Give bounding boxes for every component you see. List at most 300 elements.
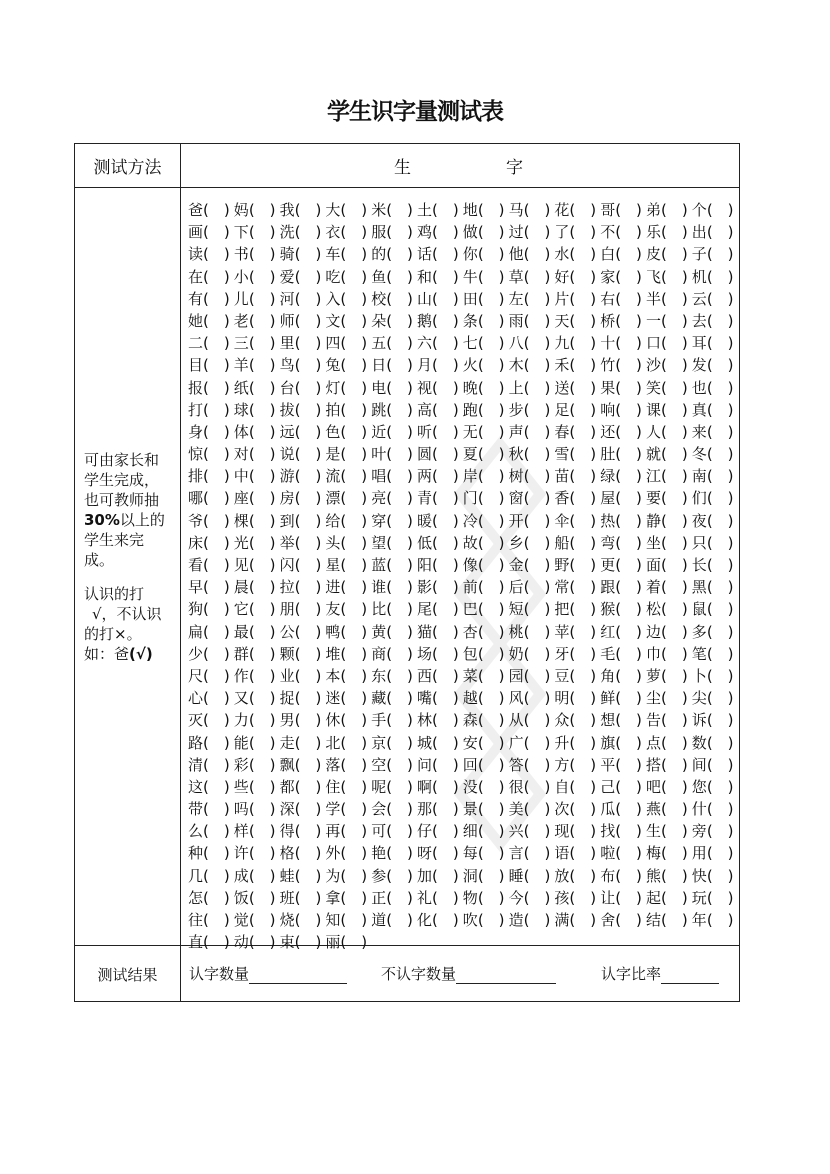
answer-parentheses[interactable]: ( ): [386, 777, 413, 796]
character-item[interactable]: [280, 622, 326, 642]
answer-parentheses[interactable]: ( ): [569, 755, 597, 774]
character-item[interactable]: [371, 688, 417, 708]
character-item[interactable]: [600, 378, 646, 398]
character-item[interactable]: [234, 755, 280, 775]
answer-parentheses[interactable]: ( ): [523, 578, 551, 597]
answer-parentheses[interactable]: ( ): [203, 578, 230, 597]
answer-parentheses[interactable]: ( ): [661, 467, 688, 486]
character-item[interactable]: [280, 200, 326, 220]
character-item[interactable]: [509, 866, 555, 886]
character-item[interactable]: [600, 666, 646, 686]
answer-parentheses[interactable]: ( ): [661, 888, 688, 907]
character-item[interactable]: [234, 644, 280, 664]
character-item[interactable]: [554, 688, 600, 708]
character-item[interactable]: [234, 444, 280, 464]
answer-parentheses[interactable]: ( ): [386, 733, 413, 752]
answer-parentheses[interactable]: ( ): [432, 888, 459, 907]
character-item[interactable]: [646, 311, 692, 331]
character-item[interactable]: [646, 422, 692, 442]
character-item[interactable]: [325, 688, 371, 708]
answer-parentheses[interactable]: ( ): [340, 245, 368, 264]
answer-parentheses[interactable]: ( ): [340, 689, 368, 708]
character-item[interactable]: [188, 400, 234, 420]
character-item[interactable]: [600, 466, 646, 486]
character-item[interactable]: [325, 799, 371, 819]
answer-parentheses[interactable]: ( ): [294, 422, 322, 441]
character-item[interactable]: [325, 599, 371, 619]
character-item[interactable]: [463, 355, 509, 375]
answer-parentheses[interactable]: ( ): [248, 311, 276, 330]
character-item[interactable]: [646, 267, 692, 287]
character-item[interactable]: [188, 755, 234, 775]
answer-parentheses[interactable]: ( ): [386, 245, 413, 264]
character-item[interactable]: [371, 533, 417, 553]
character-item[interactable]: [600, 488, 646, 508]
character-item[interactable]: [463, 688, 509, 708]
character-item[interactable]: [463, 511, 509, 531]
character-item[interactable]: [554, 533, 600, 553]
answer-parentheses[interactable]: ( ): [432, 556, 459, 574]
answer-parentheses[interactable]: ( ): [386, 822, 413, 841]
character-item[interactable]: [600, 755, 646, 775]
character-item[interactable]: [554, 200, 600, 220]
character-item[interactable]: [371, 267, 417, 287]
character-item[interactable]: [509, 577, 555, 597]
character-item[interactable]: [417, 289, 463, 309]
answer-parentheses[interactable]: ( ): [569, 422, 597, 441]
answer-parentheses[interactable]: ( ): [569, 201, 597, 219]
answer-parentheses[interactable]: ( ): [386, 644, 413, 663]
answer-parentheses[interactable]: ( ): [706, 911, 734, 929]
character-item[interactable]: [646, 710, 692, 730]
character-item[interactable]: [509, 311, 555, 331]
character-item[interactable]: [554, 244, 600, 264]
character-item[interactable]: [325, 666, 371, 686]
answer-parentheses[interactable]: ( ): [340, 489, 368, 508]
character-item[interactable]: [692, 777, 738, 797]
character-item[interactable]: [417, 378, 463, 398]
answer-parentheses[interactable]: ( ): [386, 888, 413, 907]
answer-parentheses[interactable]: ( ): [706, 556, 734, 574]
answer-parentheses[interactable]: ( ): [615, 356, 642, 375]
character-item[interactable]: [692, 289, 738, 309]
character-item[interactable]: [509, 755, 555, 775]
character-item[interactable]: [417, 843, 463, 863]
character-item[interactable]: [234, 888, 280, 908]
answer-parentheses[interactable]: ( ): [706, 755, 734, 774]
answer-parentheses[interactable]: ( ): [661, 378, 688, 397]
answer-parentheses[interactable]: ( ): [706, 245, 734, 264]
answer-parentheses[interactable]: ( ): [661, 556, 688, 574]
answer-parentheses[interactable]: ( ): [615, 622, 642, 641]
answer-parentheses[interactable]: ( ): [523, 556, 551, 574]
ratio-blank[interactable]: [661, 967, 719, 984]
answer-parentheses[interactable]: ( ): [386, 422, 413, 441]
answer-parentheses[interactable]: ( ): [432, 356, 459, 375]
answer-parentheses[interactable]: ( ): [203, 467, 230, 486]
answer-parentheses[interactable]: ( ): [706, 822, 734, 841]
answer-parentheses[interactable]: ( ): [294, 356, 322, 375]
answer-parentheses[interactable]: ( ): [203, 378, 230, 397]
answer-parentheses[interactable]: ( ): [248, 800, 276, 819]
character-item[interactable]: [325, 400, 371, 420]
answer-parentheses[interactable]: ( ): [248, 289, 276, 308]
answer-parentheses[interactable]: ( ): [386, 378, 413, 397]
character-item[interactable]: [554, 755, 600, 775]
answer-parentheses[interactable]: ( ): [248, 334, 276, 353]
character-item[interactable]: [600, 777, 646, 797]
character-item[interactable]: [463, 577, 509, 597]
character-item[interactable]: [325, 244, 371, 264]
character-item[interactable]: [554, 666, 600, 686]
character-item[interactable]: [692, 355, 738, 375]
answer-parentheses[interactable]: ( ): [340, 511, 368, 530]
character-item[interactable]: [692, 710, 738, 730]
answer-parentheses[interactable]: ( ): [523, 600, 551, 619]
character-item[interactable]: [417, 400, 463, 420]
character-item[interactable]: [417, 311, 463, 331]
character-item[interactable]: [188, 289, 234, 309]
answer-parentheses[interactable]: ( ): [615, 666, 642, 685]
answer-parentheses[interactable]: ( ): [386, 356, 413, 375]
character-item[interactable]: [234, 910, 280, 930]
answer-parentheses[interactable]: ( ): [477, 888, 505, 907]
answer-parentheses[interactable]: ( ): [569, 800, 597, 819]
character-item[interactable]: [600, 267, 646, 287]
answer-parentheses[interactable]: ( ): [432, 511, 459, 530]
answer-parentheses[interactable]: ( ): [432, 622, 459, 641]
answer-parentheses[interactable]: ( ): [661, 644, 688, 663]
answer-parentheses[interactable]: ( ): [523, 800, 551, 819]
answer-parentheses[interactable]: ( ): [386, 511, 413, 530]
answer-parentheses[interactable]: ( ): [386, 533, 413, 552]
character-item[interactable]: [554, 644, 600, 664]
answer-parentheses[interactable]: ( ): [386, 201, 413, 219]
answer-parentheses[interactable]: ( ): [477, 600, 505, 619]
answer-parentheses[interactable]: ( ): [706, 666, 734, 685]
character-item[interactable]: [325, 910, 371, 930]
answer-parentheses[interactable]: ( ): [340, 666, 368, 685]
known-count-field[interactable]: [189, 963, 347, 984]
character-item[interactable]: [417, 710, 463, 730]
answer-parentheses[interactable]: ( ): [523, 400, 551, 419]
character-item[interactable]: [509, 355, 555, 375]
answer-parentheses[interactable]: ( ): [340, 378, 368, 397]
character-item[interactable]: [280, 555, 326, 575]
character-item[interactable]: [646, 200, 692, 220]
answer-parentheses[interactable]: ( ): [661, 711, 688, 730]
character-item[interactable]: [371, 733, 417, 753]
character-item[interactable]: [280, 821, 326, 841]
character-item[interactable]: [646, 466, 692, 486]
character-item[interactable]: [234, 333, 280, 353]
answer-parentheses[interactable]: ( ): [615, 245, 642, 264]
character-item[interactable]: [280, 866, 326, 886]
character-item[interactable]: [188, 843, 234, 863]
answer-parentheses[interactable]: ( ): [523, 223, 551, 242]
character-item[interactable]: [463, 799, 509, 819]
character-item[interactable]: [692, 378, 738, 398]
answer-parentheses[interactable]: ( ): [569, 334, 597, 353]
character-item[interactable]: [325, 289, 371, 309]
character-item[interactable]: [417, 333, 463, 353]
character-item[interactable]: [646, 244, 692, 264]
character-item[interactable]: [188, 888, 234, 908]
answer-parentheses[interactable]: ( ): [340, 267, 368, 286]
character-item[interactable]: [600, 821, 646, 841]
character-item[interactable]: [371, 755, 417, 775]
answer-parentheses[interactable]: ( ): [477, 422, 505, 441]
answer-parentheses[interactable]: ( ): [615, 911, 642, 929]
character-item[interactable]: [188, 466, 234, 486]
answer-parentheses[interactable]: ( ): [203, 289, 230, 308]
character-item[interactable]: [463, 311, 509, 331]
answer-parentheses[interactable]: ( ): [203, 933, 230, 952]
answer-parentheses[interactable]: ( ): [615, 800, 642, 819]
character-item[interactable]: [554, 333, 600, 353]
character-item[interactable]: [371, 466, 417, 486]
answer-parentheses[interactable]: ( ): [432, 445, 459, 464]
answer-parentheses[interactable]: ( ): [340, 800, 368, 819]
character-item[interactable]: [417, 200, 463, 220]
character-item[interactable]: [280, 533, 326, 553]
answer-parentheses[interactable]: ( ): [523, 911, 551, 929]
answer-parentheses[interactable]: ( ): [569, 733, 597, 752]
character-item[interactable]: [325, 710, 371, 730]
answer-parentheses[interactable]: ( ): [706, 201, 734, 219]
answer-parentheses[interactable]: ( ): [203, 489, 230, 508]
character-item[interactable]: [371, 599, 417, 619]
answer-parentheses[interactable]: ( ): [706, 422, 734, 441]
answer-parentheses[interactable]: ( ): [706, 578, 734, 597]
answer-parentheses[interactable]: ( ): [294, 666, 322, 685]
character-item[interactable]: [188, 688, 234, 708]
answer-parentheses[interactable]: ( ): [523, 666, 551, 685]
answer-parentheses[interactable]: ( ): [477, 289, 505, 308]
character-item[interactable]: [325, 444, 371, 464]
character-item[interactable]: [325, 511, 371, 531]
answer-parentheses[interactable]: ( ): [477, 644, 505, 663]
character-item[interactable]: [371, 355, 417, 375]
answer-parentheses[interactable]: ( ): [386, 311, 413, 330]
character-item[interactable]: [234, 244, 280, 264]
answer-parentheses[interactable]: ( ): [615, 777, 642, 796]
answer-parentheses[interactable]: ( ): [615, 578, 642, 597]
character-item[interactable]: [692, 533, 738, 553]
character-item[interactable]: [417, 688, 463, 708]
answer-parentheses[interactable]: ( ): [248, 733, 276, 752]
answer-parentheses[interactable]: ( ): [432, 777, 459, 796]
answer-parentheses[interactable]: ( ): [203, 556, 230, 574]
answer-parentheses[interactable]: ( ): [340, 622, 368, 641]
character-item[interactable]: [417, 422, 463, 442]
character-item[interactable]: [463, 599, 509, 619]
character-item[interactable]: [234, 843, 280, 863]
answer-parentheses[interactable]: ( ): [386, 711, 413, 730]
answer-parentheses[interactable]: ( ): [203, 689, 230, 708]
answer-parentheses[interactable]: ( ): [248, 622, 276, 641]
answer-parentheses[interactable]: ( ): [340, 755, 368, 774]
answer-parentheses[interactable]: ( ): [294, 245, 322, 264]
answer-parentheses[interactable]: ( ): [248, 245, 276, 264]
answer-parentheses[interactable]: ( ): [661, 622, 688, 641]
character-item[interactable]: [463, 244, 509, 264]
answer-parentheses[interactable]: ( ): [340, 578, 368, 597]
answer-parentheses[interactable]: ( ): [203, 888, 230, 907]
character-item[interactable]: [600, 733, 646, 753]
answer-parentheses[interactable]: ( ): [569, 644, 597, 663]
character-item[interactable]: [692, 311, 738, 331]
character-item[interactable]: [509, 555, 555, 575]
answer-parentheses[interactable]: ( ): [477, 400, 505, 419]
character-item[interactable]: [463, 555, 509, 575]
character-item[interactable]: [371, 222, 417, 242]
answer-parentheses[interactable]: ( ): [294, 933, 322, 952]
character-item[interactable]: [234, 577, 280, 597]
character-item[interactable]: [509, 333, 555, 353]
character-item[interactable]: [280, 466, 326, 486]
character-item[interactable]: [371, 311, 417, 331]
character-item[interactable]: [234, 400, 280, 420]
character-item[interactable]: [234, 267, 280, 287]
unknown-count-blank[interactable]: [456, 967, 556, 984]
answer-parentheses[interactable]: ( ): [203, 644, 230, 663]
answer-parentheses[interactable]: ( ): [661, 223, 688, 242]
answer-parentheses[interactable]: ( ): [477, 800, 505, 819]
answer-parentheses[interactable]: ( ): [203, 422, 230, 441]
answer-parentheses[interactable]: ( ): [523, 378, 551, 397]
answer-parentheses[interactable]: ( ): [477, 201, 505, 219]
character-item[interactable]: [509, 267, 555, 287]
character-item[interactable]: [371, 843, 417, 863]
answer-parentheses[interactable]: ( ): [661, 400, 688, 419]
character-item[interactable]: [325, 311, 371, 331]
character-item[interactable]: [280, 843, 326, 863]
character-item[interactable]: [463, 910, 509, 930]
answer-parentheses[interactable]: ( ): [477, 445, 505, 464]
character-item[interactable]: [554, 422, 600, 442]
answer-parentheses[interactable]: ( ): [569, 311, 597, 330]
character-item[interactable]: [371, 799, 417, 819]
character-item[interactable]: [371, 910, 417, 930]
answer-parentheses[interactable]: ( ): [615, 445, 642, 464]
character-item[interactable]: [417, 244, 463, 264]
character-item[interactable]: [509, 533, 555, 553]
character-item[interactable]: [325, 821, 371, 841]
answer-parentheses[interactable]: ( ): [248, 911, 276, 929]
character-item[interactable]: [280, 666, 326, 686]
character-item[interactable]: [371, 333, 417, 353]
answer-parentheses[interactable]: ( ): [432, 533, 459, 552]
character-item[interactable]: [509, 622, 555, 642]
character-item[interactable]: [234, 666, 280, 686]
character-item[interactable]: [554, 444, 600, 464]
answer-parentheses[interactable]: ( ): [477, 689, 505, 708]
answer-parentheses[interactable]: ( ): [203, 777, 230, 796]
character-item[interactable]: [463, 466, 509, 486]
character-item[interactable]: [188, 577, 234, 597]
answer-parentheses[interactable]: ( ): [432, 311, 459, 330]
character-item[interactable]: [554, 378, 600, 398]
character-item[interactable]: [371, 555, 417, 575]
answer-parentheses[interactable]: ( ): [432, 489, 459, 508]
answer-parentheses[interactable]: ( ): [340, 911, 368, 929]
character-item[interactable]: [417, 821, 463, 841]
character-item[interactable]: [280, 355, 326, 375]
answer-parentheses[interactable]: ( ): [706, 378, 734, 397]
answer-parentheses[interactable]: ( ): [340, 334, 368, 353]
answer-parentheses[interactable]: ( ): [706, 644, 734, 663]
character-item[interactable]: [234, 533, 280, 553]
character-item[interactable]: [600, 644, 646, 664]
answer-parentheses[interactable]: ( ): [477, 622, 505, 641]
character-item[interactable]: [646, 644, 692, 664]
answer-parentheses[interactable]: ( ): [294, 467, 322, 486]
character-item[interactable]: [463, 222, 509, 242]
character-item[interactable]: [280, 444, 326, 464]
answer-parentheses[interactable]: ( ): [340, 311, 368, 330]
character-item[interactable]: [280, 688, 326, 708]
character-item[interactable]: [692, 733, 738, 753]
character-item[interactable]: [280, 400, 326, 420]
answer-parentheses[interactable]: ( ): [294, 445, 322, 464]
character-item[interactable]: [280, 378, 326, 398]
character-item[interactable]: [188, 533, 234, 553]
character-item[interactable]: [509, 910, 555, 930]
character-item[interactable]: [600, 355, 646, 375]
answer-parentheses[interactable]: ( ): [477, 777, 505, 796]
answer-parentheses[interactable]: ( ): [248, 822, 276, 841]
character-item[interactable]: [417, 755, 463, 775]
answer-parentheses[interactable]: ( ): [661, 866, 688, 885]
answer-parentheses[interactable]: ( ): [661, 356, 688, 375]
answer-parentheses[interactable]: ( ): [706, 777, 734, 796]
answer-parentheses[interactable]: ( ): [569, 822, 597, 841]
answer-parentheses[interactable]: ( ): [569, 445, 597, 464]
character-item[interactable]: [188, 422, 234, 442]
answer-parentheses[interactable]: ( ): [248, 666, 276, 685]
answer-parentheses[interactable]: ( ): [432, 711, 459, 730]
answer-parentheses[interactable]: ( ): [569, 911, 597, 929]
character-item[interactable]: [280, 511, 326, 531]
character-item[interactable]: [509, 843, 555, 863]
answer-parentheses[interactable]: ( ): [248, 400, 276, 419]
character-item[interactable]: [554, 222, 600, 242]
character-item[interactable]: [600, 555, 646, 575]
answer-parentheses[interactable]: ( ): [203, 844, 230, 863]
answer-parentheses[interactable]: ( ): [340, 844, 368, 863]
answer-parentheses[interactable]: ( ): [248, 755, 276, 774]
answer-parentheses[interactable]: ( ): [294, 556, 322, 574]
answer-parentheses[interactable]: ( ): [661, 800, 688, 819]
answer-parentheses[interactable]: ( ): [569, 578, 597, 597]
character-item[interactable]: [554, 267, 600, 287]
answer-parentheses[interactable]: ( ): [203, 866, 230, 885]
answer-parentheses[interactable]: ( ): [294, 201, 322, 219]
character-item[interactable]: [509, 888, 555, 908]
answer-parentheses[interactable]: ( ): [615, 511, 642, 530]
answer-parentheses[interactable]: ( ): [661, 489, 688, 508]
character-item[interactable]: [554, 311, 600, 331]
answer-parentheses[interactable]: ( ): [706, 866, 734, 885]
character-item[interactable]: [188, 666, 234, 686]
answer-parentheses[interactable]: ( ): [432, 578, 459, 597]
character-item[interactable]: [463, 710, 509, 730]
answer-parentheses[interactable]: ( ): [523, 822, 551, 841]
answer-parentheses[interactable]: ( ): [432, 644, 459, 663]
answer-parentheses[interactable]: ( ): [432, 911, 459, 929]
character-item[interactable]: [234, 866, 280, 886]
